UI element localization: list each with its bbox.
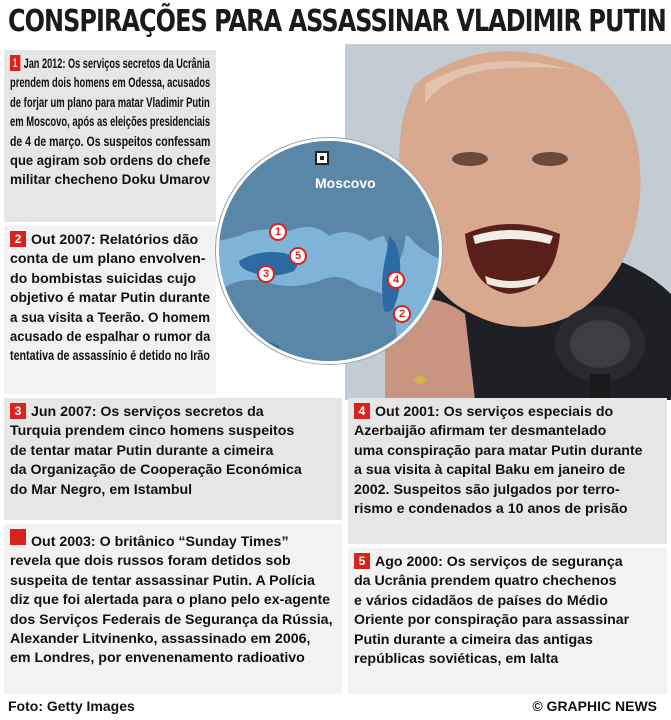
- item-text: Out 2001: Os serviços especiais do: [375, 404, 614, 420]
- item-text: Out 2003: O britânico “Sunday Times”: [31, 534, 289, 550]
- item-text: militar checheno Doku Umarov: [10, 172, 210, 189]
- item-text: Putin durante a cimeira das antigas: [354, 631, 593, 648]
- item-text: diz que foi alertada para o plano pelo ex-agente: [10, 592, 331, 609]
- number-badge: 1: [10, 55, 20, 71]
- item-text: de 4 de março. Os suspeitos confessam: [10, 133, 211, 150]
- item-text: Azerbaijão afirmam ter desmantelado: [354, 423, 607, 440]
- item-text: 2002. Suspeitos são julgados por terro-: [354, 481, 620, 498]
- map-pin-2: 2: [393, 305, 411, 323]
- item-text: revela que dois russos foram detidos sob: [10, 553, 291, 570]
- photo-credit: Foto: Getty Images: [8, 698, 135, 714]
- item-text: do bombistas suicidas cujo: [10, 270, 197, 287]
- region-map: [216, 138, 442, 364]
- item-text: objetivo é matar Putin durante: [10, 290, 211, 307]
- item-text: a sua visita à capital Baku em janeiro de: [354, 462, 626, 479]
- item-text: rismo e condenados a 10 anos de prisão: [354, 501, 628, 518]
- item-4: [348, 398, 667, 544]
- item-text: em Londres, por envenenamento radioativo: [10, 650, 305, 667]
- map-pin-3: 3: [257, 265, 275, 283]
- item-text: acusado de espalhar o rumor da: [10, 329, 211, 346]
- item-2: [4, 226, 216, 394]
- item-text: repúblicas soviéticas, em Ialta: [354, 651, 559, 668]
- item-text: do Mar Negro, em Istambul: [10, 481, 193, 498]
- number-badge: 5: [354, 553, 370, 569]
- item-text: da Organização de Cooperação Económica: [10, 462, 302, 479]
- item-text: que agiram sob ordens do chefe: [10, 153, 211, 170]
- map-city-label: Moscovo: [315, 175, 376, 191]
- item-text: Turquia prendem cinco homens suspeitos: [10, 423, 295, 440]
- item-5: [348, 548, 667, 694]
- item-text: Alexander Litvinenko, assassinado em 2006,: [10, 631, 311, 648]
- moscow-marker-icon: [315, 151, 329, 165]
- item-text: em Moscovo, após as eleições presidenciais: [10, 114, 211, 131]
- number-badge: [10, 529, 26, 545]
- page-title: CONSPIRAÇÕES PARA ASSASSINAR VLADIMIR PUTIN: [8, 4, 666, 39]
- map-pin-4: 4: [387, 271, 405, 289]
- map-pin-5: 5: [289, 247, 307, 265]
- item-text: da Ucrânia prendem quatro chechenos: [354, 573, 617, 590]
- item-text: Ago 2000: Os serviços de segurança: [375, 554, 623, 570]
- number-badge: 4: [354, 403, 370, 419]
- item-text: suspeita de tentar assassinar Putin. A Polícia: [10, 572, 315, 589]
- item-text: prendem dois homens em Odessa, acusados: [10, 75, 211, 92]
- number-badge: 3: [10, 403, 26, 419]
- number-badge: 2: [10, 231, 26, 247]
- item-text: Oriente por conspiração para assassinar: [354, 612, 630, 629]
- item-text: uma conspiração para matar Putin durante: [354, 442, 643, 459]
- item-text: conta de um plano envolven-: [10, 251, 206, 268]
- item-text: de tentar matar Putin durante a cimeira: [10, 442, 274, 459]
- item-3: [4, 398, 342, 520]
- item-text: tentativa de assassínio é detido no Irão: [10, 348, 210, 365]
- item-text: dos Serviços Federais de Segurança da Rússia,: [10, 611, 333, 628]
- item-1: [4, 50, 216, 222]
- map-pin-1: 1: [269, 223, 287, 241]
- item-text: a sua visita a Teerão. O homem: [10, 309, 211, 326]
- item-text: Jun 2007: Os serviços secretos da: [31, 404, 264, 420]
- item-text: Jan 2012: Os serviços secretos da Ucrânia: [23, 56, 210, 72]
- item-text: e vários cidadãos de países do Médio: [354, 592, 608, 609]
- source-credit: © GRAPHIC NEWS: [532, 698, 657, 714]
- item-2003: [4, 524, 342, 694]
- item-text: de forjar um plano para matar Vladimir Putin: [10, 94, 210, 111]
- item-text: Out 2007: Relatórios dão: [31, 232, 199, 248]
